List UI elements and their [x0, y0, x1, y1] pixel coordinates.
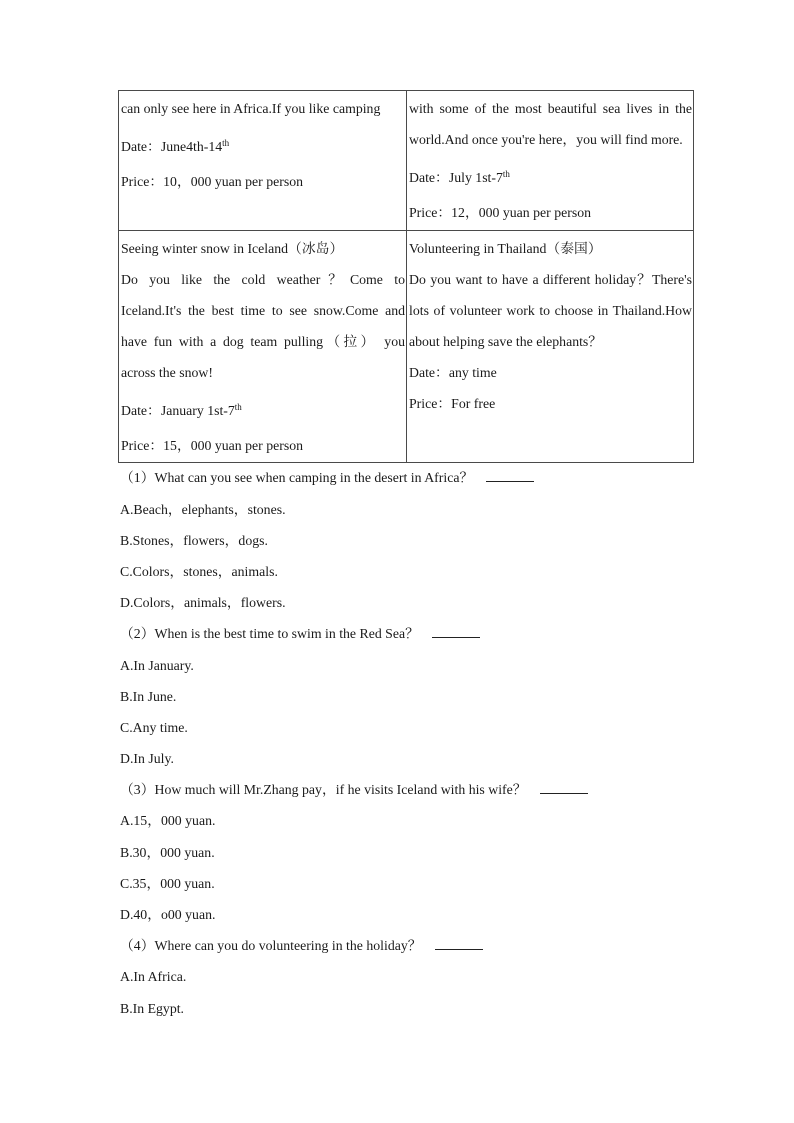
option-c: C.Colors，stones，animals. — [120, 563, 278, 579]
trip-price: Price：For free — [409, 395, 496, 411]
question-1 — [120, 462, 720, 493]
option-c: C.Any time. — [120, 719, 188, 735]
option-c: C.35，000 yuan. — [120, 875, 215, 891]
option-b: B.In June. — [120, 688, 177, 704]
question-stem: （4）Where can you do volunteering in the holiday？ — [120, 938, 422, 954]
trip-title: Seeing winter snow in Iceland（冰岛） — [121, 240, 344, 256]
trip-date — [409, 155, 692, 197]
option-d: D.In July. — [120, 751, 174, 767]
cell-text-line: with some of the most beautiful sea lives in the — [409, 100, 692, 116]
trip-price: Price：12，000 yuan per person — [409, 204, 592, 220]
trip-date-text: Date：July 1st-7 — [409, 169, 503, 185]
trip-title: Volunteering in Thailand（泰国） — [409, 240, 602, 256]
table-cell-row2-right — [406, 230, 694, 463]
question-stem: （1）What can you see when camping in the desert in Africa？ — [120, 470, 474, 486]
cell-text-line: across the snow! — [121, 364, 213, 380]
table-cell-row1-right — [406, 90, 694, 231]
trip-date — [121, 388, 405, 430]
option-d: D.Colors，animals，flowers. — [120, 595, 286, 611]
option-b: B.30，000 yuan. — [120, 844, 215, 860]
question-stem: （3）How much will Mr.Zhang pay，if he visits Iceland with his wife？ — [120, 782, 527, 798]
trip-date — [121, 124, 405, 166]
question-stem: （2）When is the best time to swim in the Red Sea？ — [120, 626, 419, 642]
answer-blank — [540, 783, 588, 794]
option-a: A.Beach，elephants，stones. — [120, 501, 286, 517]
cell-text-line: can only see here in Africa.If you like camping — [121, 100, 381, 116]
option-a: A.15，000 yuan. — [120, 813, 216, 829]
trip-date-text: Date：January 1st-7 — [121, 402, 235, 418]
date-superscript: th — [234, 401, 242, 412]
cell-text-line: about helping save the elephants？ — [409, 333, 603, 349]
question-list — [120, 462, 720, 1023]
option-a: A.In Africa. — [120, 969, 187, 985]
cell-text-line: lots of volunteer work to choose in Thailand.How — [409, 302, 692, 318]
date-superscript: th — [222, 137, 230, 148]
question-4 — [120, 930, 720, 961]
cell-text-line: Do you like the cold weather？Come to — [121, 271, 405, 287]
table-cell-row1-left — [118, 90, 407, 231]
trip-table — [118, 90, 694, 463]
question-2 — [120, 618, 720, 649]
answer-blank — [486, 471, 534, 482]
option-a: A.In January. — [120, 657, 194, 673]
trip-price: Price：10，000 yuan per person — [121, 173, 304, 189]
date-superscript: th — [502, 168, 510, 179]
option-b: B.In Egypt. — [120, 1000, 184, 1016]
cell-text-line: world.And once you're here，you will find more. — [409, 131, 683, 147]
trip-date-text: Date：June4th-14 — [121, 138, 223, 154]
trip-price: Price：15，000 yuan per person — [121, 437, 304, 453]
cell-text-line: Do you want to have a different holiday？There's — [409, 271, 692, 287]
cell-text-line: have fun with a dog team pulling（拉） you — [121, 333, 405, 349]
option-b: B.Stones，flowers，dogs. — [120, 532, 268, 548]
answer-blank — [435, 939, 483, 950]
cell-text-line: Iceland.It's the best time to see snow.Come and — [121, 302, 405, 318]
option-d: D.40，o00 yuan. — [120, 907, 216, 923]
trip-date: Date：any time — [409, 364, 497, 380]
answer-blank — [432, 627, 480, 638]
question-3 — [120, 774, 720, 805]
table-cell-row2-left — [118, 230, 407, 463]
